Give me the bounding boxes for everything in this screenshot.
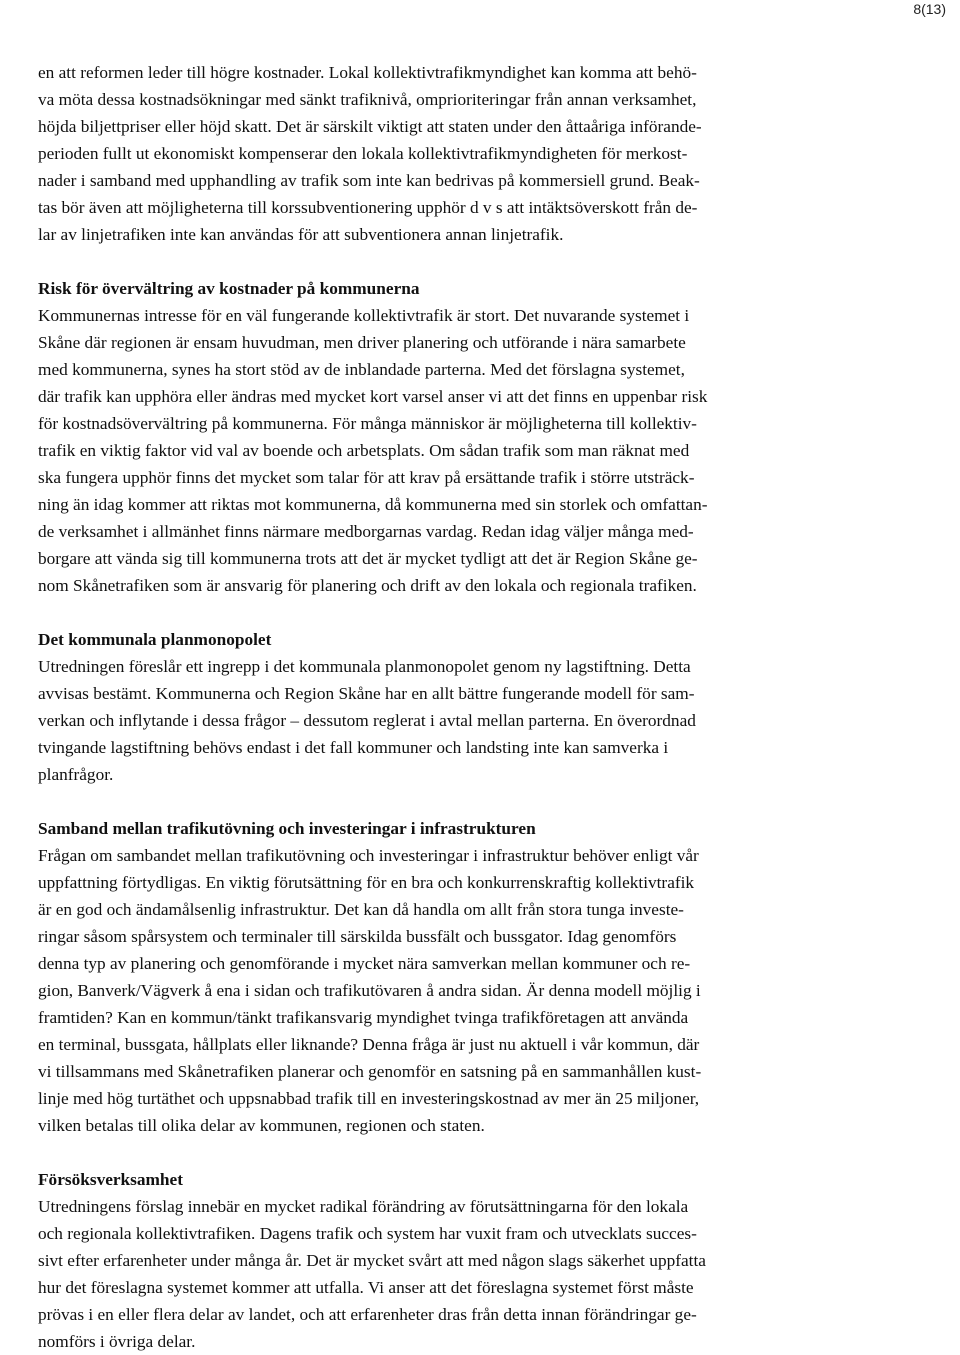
- risk-paragraph: [38, 302, 850, 599]
- text-line: prövas i en eller flera delar av landet, och att erfarenheter dras från detta innan förändringar ge-: [38, 1305, 697, 1324]
- text-line: planfrågor.: [38, 765, 114, 784]
- text-line: en att reformen leder till högre kostnader. Lokal kollektivtrafikmyndighet kan komma att behö-: [38, 63, 697, 82]
- samband-paragraph: [38, 842, 850, 1139]
- text-line: höjda biljettpriser eller höjd skatt. Det är särskilt viktigt att staten under den åttaåriga införande-: [38, 117, 702, 136]
- section-heading-planmonopol: Det kommunala planmonopolet: [38, 630, 272, 649]
- text-line: där trafik kan upphöra eller ändras med mycket kort varsel anser vi att det finns en uppenbar risk: [38, 387, 708, 406]
- text-line: vi tillsammans med Skånetrafiken planerar och genomför en satsning på en sammanhållen kust-: [38, 1062, 702, 1081]
- text-line: för kostnadsövervältring på kommunerna. För många människor är möjligheterna till kollektiv-: [38, 414, 697, 433]
- text-line: hur det föreslagna systemet kommer att utfalla. Vi anser att det föreslagna systemet först måste: [38, 1278, 694, 1297]
- text-line: verkan och inflytande i dessa frågor – dessutom reglerat i avtal mellan parterna. En överordnad: [38, 711, 696, 730]
- text-line: vilken betalas till olika delar av kommunen, regionen och staten.: [38, 1116, 485, 1135]
- planmonopol-paragraph: [38, 653, 850, 788]
- text-line: ringar såsom spårsystem och terminaler till särskilda bussfält och bussgator. Idag genomförs: [38, 927, 677, 946]
- text-line: uppfattning förtydligas. En viktig förutsättning för en bra och konkurrenskraftig kollektivtrafik: [38, 873, 695, 892]
- intro-paragraph: [38, 59, 850, 248]
- page-number: 8(13): [913, 1, 946, 17]
- text-line: borgare att vända sig till kommunerna trots att det är mycket tydligt att det är Region Skåne ge-: [38, 549, 698, 568]
- text-line: Kommunernas intresse för en väl fungerande kollektivtrafik är stort. Det nuvarande systemet i: [38, 306, 690, 325]
- text-line: och regionala kollektivtrafiken. Dagens trafik och system har vuxit fram och utvecklats succes-: [38, 1224, 697, 1243]
- text-line: med kommunerna, synes ha stort stöd av de inblandade parterna. Med det förslagna systemet,: [38, 360, 685, 379]
- section-heading-forsok: Försöksverksamhet: [38, 1170, 183, 1189]
- text-line: va möta dessa kostnadsökningar med sänkt trafiknivå, omprioriteringar från annan verksamhet,: [38, 90, 697, 109]
- text-line: nomförs i övriga delar.: [38, 1332, 196, 1351]
- text-line: linje med hög turtäthet och uppsnabbad trafik till en investeringskostnad av mer än 25 miljoner,: [38, 1089, 700, 1108]
- section-heading-risk: Risk för övervältring av kostnader på kommunerna: [38, 279, 420, 298]
- text-line: de verksamhet i allmänhet finns närmare medborgarnas vardag. Redan idag väljer många med-: [38, 522, 694, 541]
- text-line: är en god och ändamålsenlig infrastruktur. Det kan då handla om allt från stora tunga investe-: [38, 900, 684, 919]
- text-line: lar av linjetrafiken inte kan användas för att subventionera annan linjetrafik.: [38, 225, 564, 244]
- text-line: ska fungera upphör finns det mycket som talar för att krav på ersättande trafik i större utsträck-: [38, 468, 695, 487]
- text-line: Utredningens förslag innebär en mycket radikal förändring av förutsättningarna för den lokala: [38, 1197, 689, 1216]
- forsok-paragraph: [38, 1193, 850, 1355]
- text-line: denna typ av planering och genomförande i mycket nära samverkan mellan kommuner och re-: [38, 954, 691, 973]
- text-line: trafik en viktig faktor vid val av boende och arbetsplats. Om sådan trafik som man räknat med: [38, 441, 690, 460]
- text-line: Frågan om sambandet mellan trafikutövning och investeringar i infrastruktur behöver enligt vår: [38, 846, 699, 865]
- text-line: en terminal, bussgata, hållplats eller liknande? Denna fråga är just nu aktuell i vår kommun, där: [38, 1035, 700, 1054]
- text-line: tvingande lagstiftning behövs endast i det fall kommuner och landsting inte kan samverka i: [38, 738, 669, 757]
- text-line: nader i samband med upphandling av trafik som inte kan bedrivas på kommersiell grund. Beak-: [38, 171, 700, 190]
- text-line: Skåne där regionen är ensam huvudman, men driver planering och utförande i nära samarbete: [38, 333, 686, 352]
- text-line: avvisas bestämt. Kommunerna och Region Skåne har en allt bättre fungerande modell för sam-: [38, 684, 695, 703]
- section-heading-samband: Samband mellan trafikutövning och investeringar i infrastrukturen: [38, 819, 536, 838]
- document-body: [38, 59, 850, 1355]
- text-line: ning än idag kommer att riktas mot kommunerna, då kommunerna med sin storlek och omfattan-: [38, 495, 708, 514]
- text-line: Utredningen föreslår ett ingrepp i det kommunala planmonopolet genom ny lagstiftning. Detta: [38, 657, 691, 676]
- text-line: sivt efter erfarenheter under många år. Det är mycket svårt att med någon slags säkerhet uppfatta: [38, 1251, 706, 1270]
- text-line: tas bör även att möjligheterna till korssubventionering upphör d v s att intäktsöverskott från de-: [38, 198, 698, 217]
- text-line: framtiden? Kan en kommun/tänkt trafikansvarig myndighet tvinga trafikföretagen att använda: [38, 1008, 689, 1027]
- text-line: gion, Banverk/Vägverk å ena i sidan och trafikutövaren å andra sidan. Är denna modell möjlig i: [38, 981, 701, 1000]
- text-line: perioden fullt ut ekonomiskt kompenserar den lokala kollektivtrafikmyndigheten för merkost-: [38, 144, 688, 163]
- text-line: nom Skånetrafiken som är ansvarig för planering och drift av den lokala och regionala trafiken.: [38, 576, 697, 595]
